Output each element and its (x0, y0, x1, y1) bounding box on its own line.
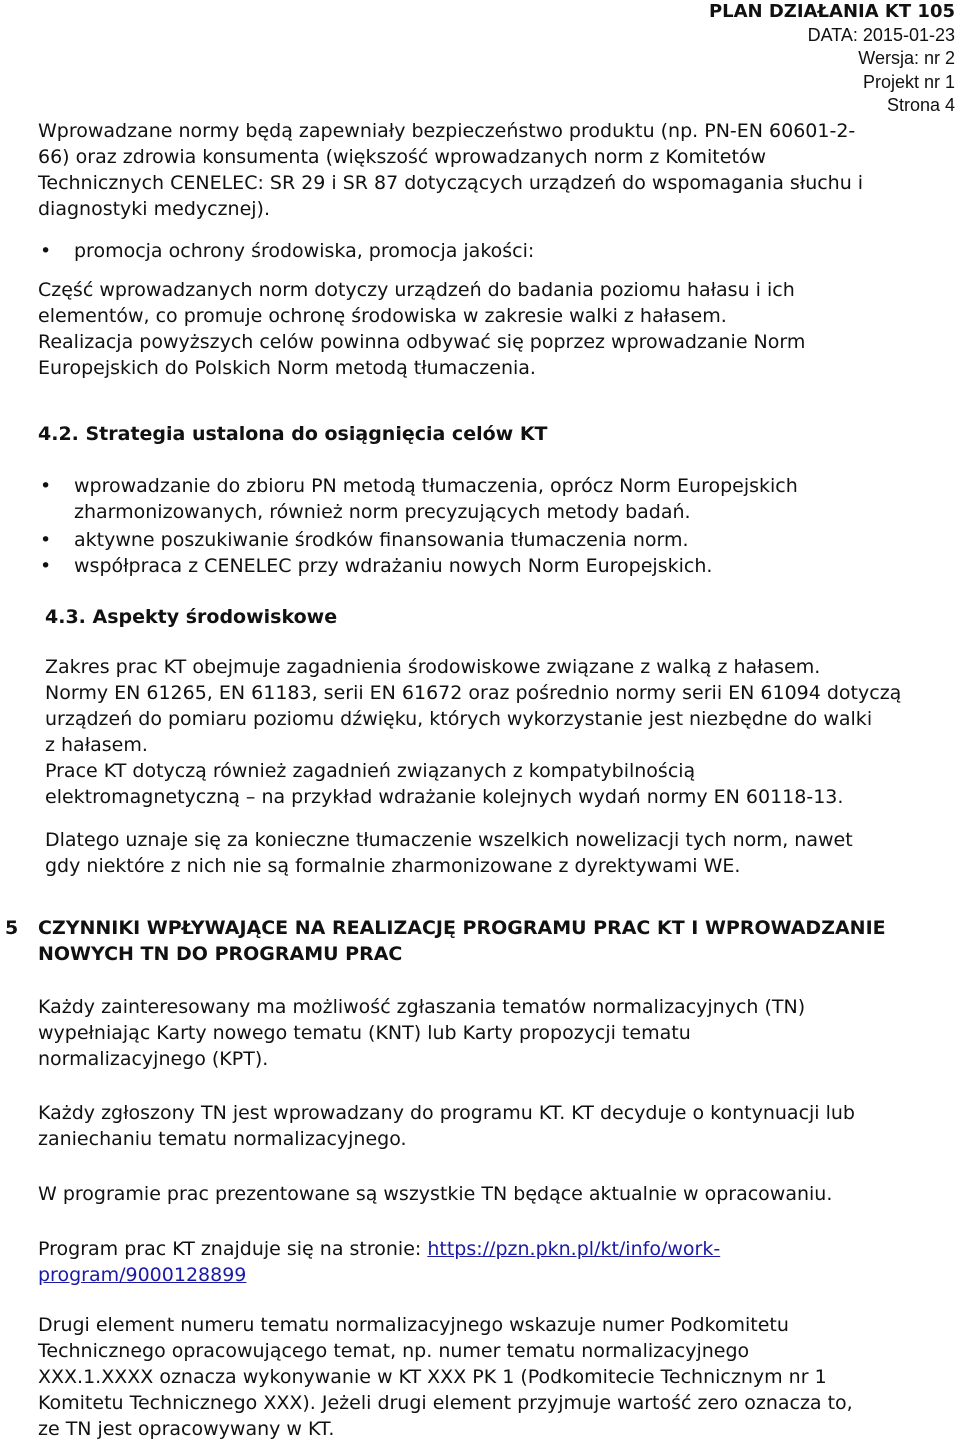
text-line: XXX.1.XXXX oznacza wykonywanie w KT XXX PK 1 (Podkomitecie Technicznym nr 1 (38, 1366, 827, 1388)
text-line: ze TN jest opracowywany w KT. (38, 1418, 335, 1440)
text-line: Prace KT dotyczą również zagadnień związanych z kompatybilnością (45, 760, 696, 782)
section-number: 5 (5, 917, 19, 939)
bullet-icon: • (40, 555, 52, 577)
page-number: Strona 4 (886, 95, 955, 115)
text-line: Zakres prac KT obejmuje zagadnienia środowiskowe związane z walką z hałasem. (45, 656, 821, 678)
text-line: Realizacja powyższych celów powinna odbywać się poprzez wprowadzanie Norm (38, 331, 806, 353)
bullet-item (40, 473, 940, 525)
document-version: Wersja: nr 2 (858, 48, 955, 68)
text-line: Normy EN 61265, EN 61183, serii EN 61672 oraz pośrednio normy serii EN 61094 dotyczą (45, 682, 902, 704)
text-line: Komitetu Technicznego XXX). Jeżeli drugi element przyjmuje wartość zero oznacza to, (38, 1392, 853, 1414)
section-heading-5 (38, 915, 886, 967)
bullet-item (40, 527, 940, 553)
text-line: Europejskich do Polskich Norm metodą tłumaczenia. (38, 357, 536, 379)
text-line (38, 1262, 720, 1288)
text-line: wypełniając Karty nowego tematu (KNT) lub Karty propozycji tematu (38, 1022, 691, 1044)
text-line: Technicznego opracowującego temat, np. numer tematu normalizacyjnego (38, 1340, 750, 1362)
heading-line: CZYNNIKI WPŁYWAJĄCE NA REALIZACJĘ PROGRAMU PRAC KT I WPROWADZANIE (38, 917, 886, 939)
text-line: z hałasem. (45, 734, 148, 756)
text-line: Część wprowadzanych norm dotyczy urządzeń do badania poziomu hałasu i ich (38, 279, 795, 301)
paragraph (38, 277, 805, 381)
bullet-text: współpraca z CENELEC przy wdrażaniu nowych Norm Europejskich. (74, 555, 713, 577)
text-line: 66) oraz zdrowia konsumenta (większość wprowadzanych norm z Komitetów (38, 146, 767, 168)
paragraph (45, 654, 901, 810)
bullet-item (40, 238, 940, 264)
bullet-icon: • (40, 529, 52, 551)
paragraph (38, 994, 805, 1072)
text-line: Każdy zainteresowany ma możliwość zgłaszania tematów normalizacyjnych (TN) (38, 996, 806, 1018)
section-heading-4-2: 4.2. Strategia ustalona do osiągnięcia celów KT (38, 423, 548, 445)
text-line (38, 1236, 720, 1262)
intro-paragraph (38, 118, 863, 222)
program-link-continued[interactable]: program/9000128899 (38, 1264, 247, 1286)
text-line: zharmonizowanych, również norm precyzujących metody badań. (74, 501, 691, 523)
text-line: Każdy zgłoszony TN jest wprowadzany do programu KT. KT decyduje o kontynuacji lub (38, 1102, 855, 1124)
section-heading-4-3: 4.3. Aspekty środowiskowe (45, 606, 338, 628)
paragraph: W programie prac prezentowane są wszystkie TN będące aktualnie w opracowaniu. (38, 1183, 833, 1205)
paragraph (38, 1312, 853, 1442)
program-link[interactable]: https://pzn.pkn.pl/kt/info/work- (427, 1238, 721, 1260)
bullet-text: aktywne poszukiwanie środków finansowania tłumaczenia norm. (74, 529, 689, 551)
text-line: diagnostyki medycznej). (38, 198, 271, 220)
document-date: DATA: 2015-01-23 (807, 24, 955, 45)
text-line: wprowadzanie do zbioru PN metodą tłumaczenia, oprócz Norm Europejskich (74, 475, 798, 497)
plan-title: PLAN DZIAŁANIA KT 105 (708, 1, 955, 22)
paragraph (45, 827, 853, 879)
text-line: urządzeń do pomiaru poziomu dźwięku, których wykorzystanie jest niezbędne do walki (45, 708, 873, 730)
program-paragraph (38, 1236, 720, 1288)
program-prefix: Program prac KT znajduje się na stronie: (38, 1238, 428, 1260)
text-line: Dlatego uznaje się za konieczne tłumaczenie wszelkich nowelizacji tych norm, nawet (45, 829, 853, 851)
bullet-icon: • (40, 240, 52, 262)
heading-line: NOWYCH TN DO PROGRAMU PRAC (38, 943, 403, 965)
bullet-text (74, 473, 798, 525)
text-line: elektromagnetyczną – na przykład wdrażanie kolejnych wydań normy EN 60118-13. (45, 786, 844, 808)
paragraph (38, 1100, 855, 1152)
text-line: zaniechaniu tematu normalizacyjnego. (38, 1128, 407, 1150)
text-line: Wprowadzane normy będą zapewniały bezpieczeństwo produktu (np. PN-EN 60601-2- (38, 120, 856, 142)
project-number: Projekt nr 1 (862, 71, 955, 92)
bullet-icon: • (40, 475, 52, 497)
text-line: normalizacyjnego (KPT). (38, 1048, 269, 1070)
document-header (709, 0, 955, 118)
bullet-item (40, 553, 940, 579)
text-line: Drugi element numeru tematu normalizacyjnego wskazuje numer Podkomitetu (38, 1314, 789, 1336)
text-line: Technicznych CENELEC: SR 29 i SR 87 dotyczących urządzeń do wspomagania słuchu i (38, 172, 864, 194)
text-line: gdy niektóre z nich nie są formalnie zharmonizowane z dyrektywami WE. (45, 855, 741, 877)
bullet-text: promocja ochrony środowiska, promocja jakości: (74, 240, 535, 262)
text-line: elementów, co promuje ochronę środowiska w zakresie walki z hałasem. (38, 305, 727, 327)
